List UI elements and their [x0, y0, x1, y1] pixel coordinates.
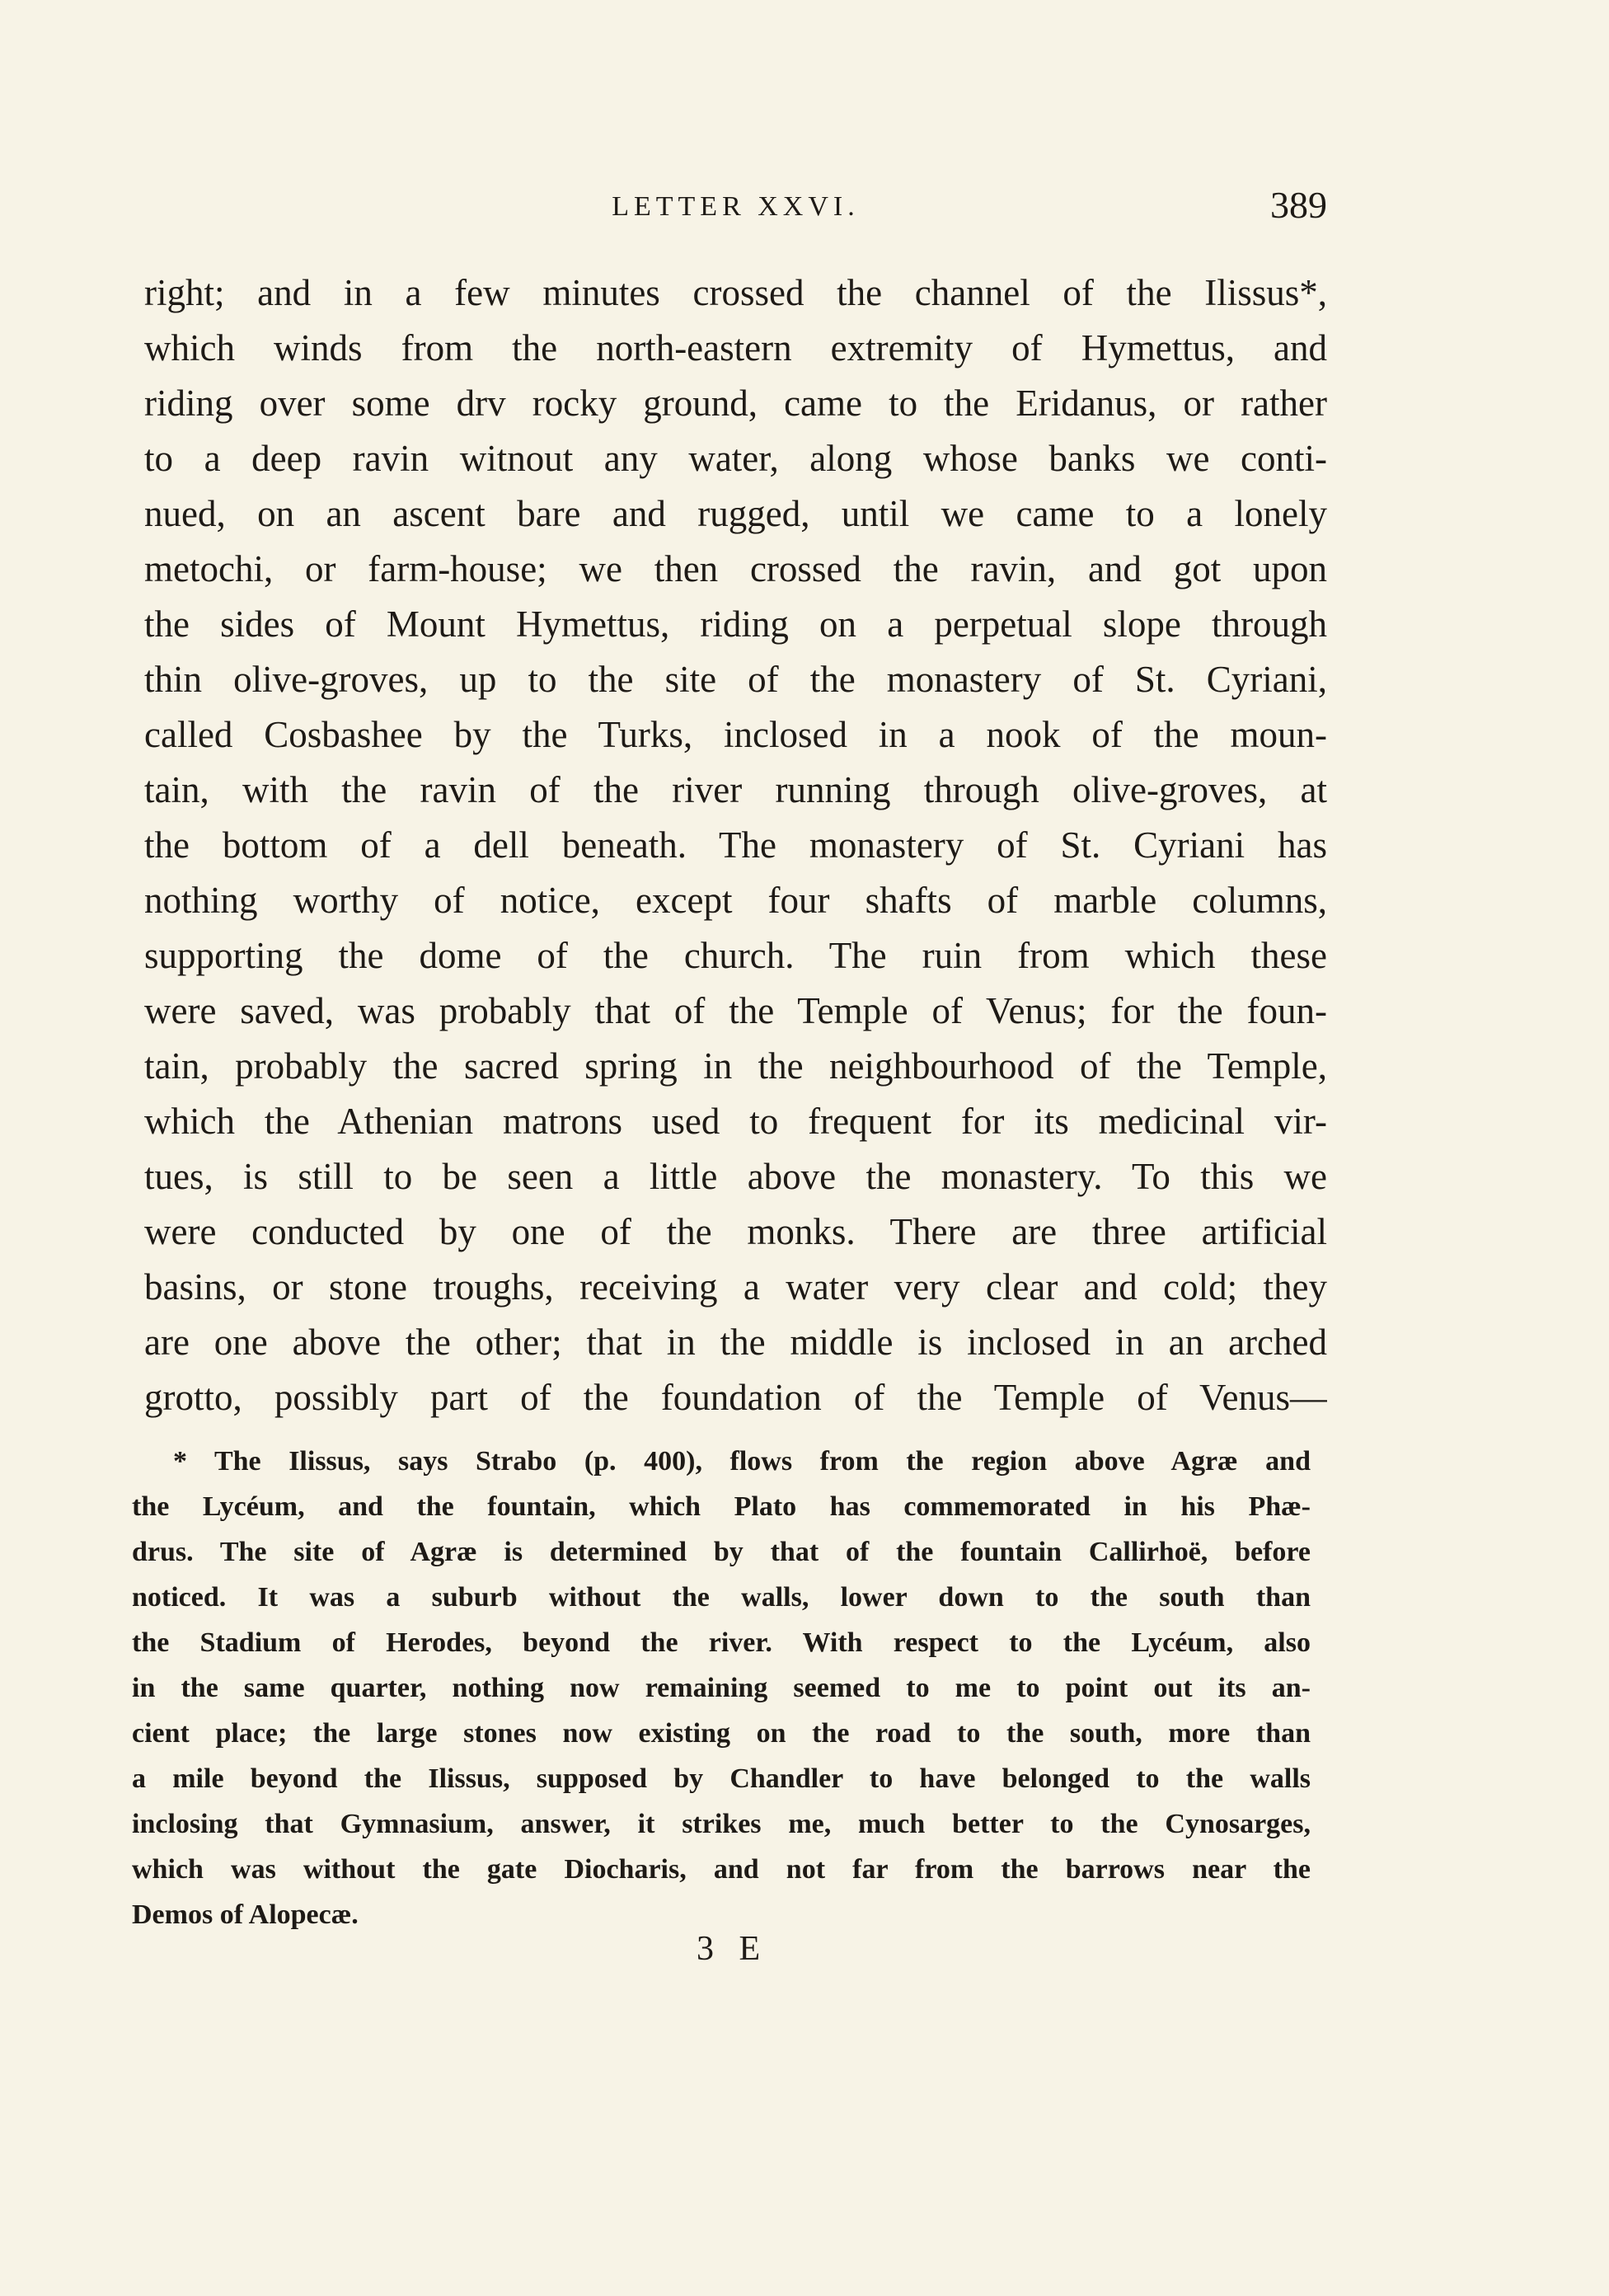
text-line: which the Athenian matrons used to frequent for its medicinal vir-	[144, 1101, 1327, 1142]
footnote-line: in the same quarter, nothing now remaining seemed to me to point out its an-	[132, 1673, 1311, 1703]
text-line: nothing worthy of notice, except four shafts of marble columns,	[144, 880, 1327, 921]
footnote-line: cient place; the large stones now existing on the road to the south, more than	[132, 1718, 1311, 1749]
main-text	[144, 265, 1327, 1425]
text-line: which winds from the north-eastern extremity of Hymettus, and	[144, 327, 1327, 369]
text-line: nued, on an ascent bare and rugged, until we came to a lonely	[144, 493, 1327, 534]
text-line: metochi, or farm-house; we then crossed the ravin, and got upon	[144, 548, 1327, 589]
text-line: to a deep ravin witnout any water, along whose banks we conti-	[144, 438, 1327, 479]
footnote-line: a mile beyond the Ilissus, supposed by Chandler to have belonged to the walls	[132, 1763, 1311, 1794]
text-line: riding over some drv rocky ground, came to the Eridanus, or rather	[144, 383, 1327, 424]
footnote-line: Demos of Alopecæ.	[132, 1899, 359, 1930]
text-line: are one above the other; that in the middle is inclosed in an arched	[144, 1322, 1327, 1363]
running-head	[144, 183, 1327, 232]
footnote-block	[132, 1439, 1311, 1937]
signature-mark: 3 E	[697, 1930, 769, 1968]
page-number: 389	[1270, 184, 1327, 226]
text-line: basins, or stone troughs, receiving a water very clear and cold; they	[144, 1266, 1327, 1308]
text-line: grotto, possibly part of the foundation of the Temple of Venus—	[144, 1377, 1327, 1418]
text-line: thin olive-groves, up to the site of the monastery of St. Cyriani,	[144, 659, 1327, 700]
footnote-line: which was without the gate Diocharis, and not far from the barrows near the	[132, 1854, 1311, 1885]
text-line: supporting the dome of the church. The ruin from which these	[144, 935, 1327, 976]
footnote-line: * The Ilissus, says Strabo (p. 400), flows from the region above Agræ and	[173, 1446, 1311, 1477]
text-line: the bottom of a dell beneath. The monastery of St. Cyriani has	[144, 824, 1327, 866]
footnote-line: inclosing that Gymnasium, answer, it strikes me, much better to the Cynosarges,	[132, 1809, 1311, 1839]
footnote-line: the Stadium of Herodes, beyond the river. With respect to the Lycéum, also	[132, 1627, 1311, 1658]
text-line: were saved, was probably that of the Temple of Venus; for the foun-	[144, 990, 1327, 1031]
running-title: LETTER XXVI.	[612, 191, 860, 222]
footnote-line: drus. The site of Agræ is determined by that of the fountain Callirhoë, before	[132, 1537, 1311, 1567]
text-line: tain, probably the sacred spring in the neighbourhood of the Temple,	[144, 1045, 1327, 1087]
text-line: tues, is still to be seen a little above the monastery. To this we	[144, 1156, 1327, 1197]
footnote-line: the Lycéum, and the fountain, which Plato has commemorated in his Phæ-	[132, 1491, 1311, 1522]
text-line: were conducted by one of the monks. There are three artificial	[144, 1211, 1327, 1252]
text-line: right; and in a few minutes crossed the channel of the Ilissus*,	[144, 272, 1327, 313]
text-line: the sides of Mount Hymettus, riding on a perpetual slope through	[144, 603, 1327, 645]
footnote-line: noticed. It was a suburb without the walls, lower down to the south than	[132, 1582, 1311, 1613]
text-line: tain, with the ravin of the river running through olive-groves, at	[144, 769, 1327, 810]
text-line: called Cosbashee by the Turks, inclosed in a nook of the moun-	[144, 714, 1327, 755]
